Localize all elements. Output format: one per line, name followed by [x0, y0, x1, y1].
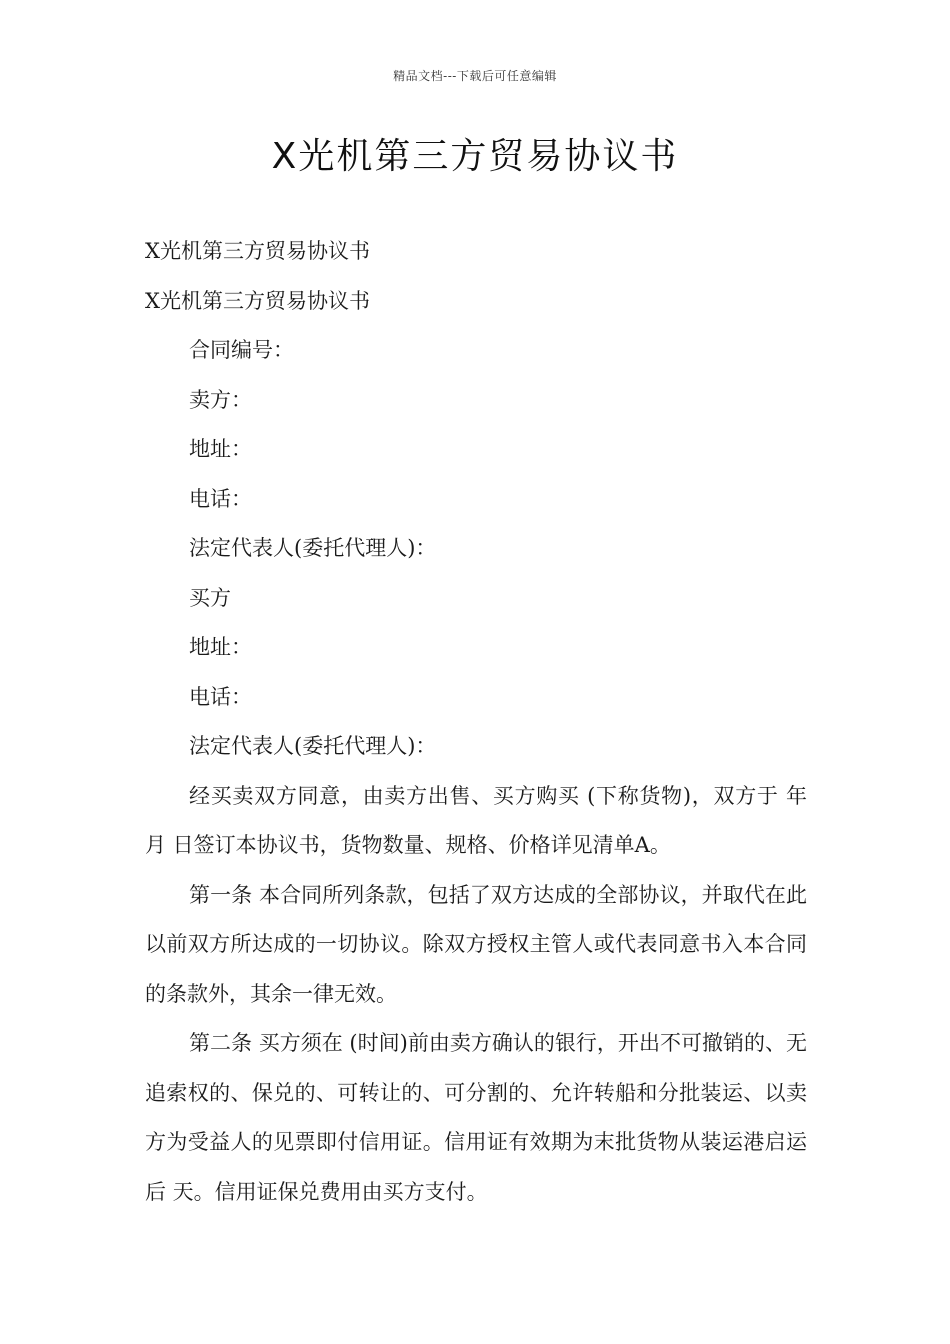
field-buyer-representative: 法定代表人(委托代理人)： — [189, 734, 437, 758]
paragraph-article-1: 第一条 本合同所列条款，包括了双方达成的全部协议，并取代在此以前双方所达成的一切协议。除双方授权主管人或代表同意书入本合同的条款外，其余一律无效。 — [145, 882, 807, 1006]
body-line: X光机第三方贸易协议书 — [145, 288, 370, 313]
page-header: 精品文档---下载后可任意编辑 — [393, 69, 557, 83]
field-seller-representative: 法定代表人(委托代理人)： — [189, 536, 437, 560]
field-seller-phone: 电话： — [189, 486, 252, 511]
field-seller-address: 地址： — [189, 437, 252, 461]
field-buyer-phone: 电话： — [189, 684, 252, 709]
paragraph-article-2: 第二条 买方须在 (时间)前由卖方确认的银行，开出不可撤销的、无追索权的、保兑的、可转让的、可分割的、允许转船和分批装运、以卖方为受益人的见票即付信用证。信用证有效期为末批货物从装运港启运后 天。信用证保兑费用由买方支付。 — [145, 1031, 807, 1204]
document-body — [145, 227, 807, 1217]
body-line: X光机第三方贸易协议书 — [145, 239, 370, 263]
document-title: X光机第三方贸易协议书 — [271, 136, 679, 177]
field-buyer-address: 地址： — [189, 635, 252, 659]
field-contract-number: 合同编号： — [189, 338, 294, 362]
field-buyer: 买方 — [189, 585, 231, 610]
field-seller: 卖方： — [189, 387, 252, 412]
paragraph-intro: 经买卖双方同意，由卖方出售、买方购买 (下称货物)，双方于 年 月 日签订本协议书，货物数量、规格、价格详见清单A。 — [145, 783, 807, 857]
